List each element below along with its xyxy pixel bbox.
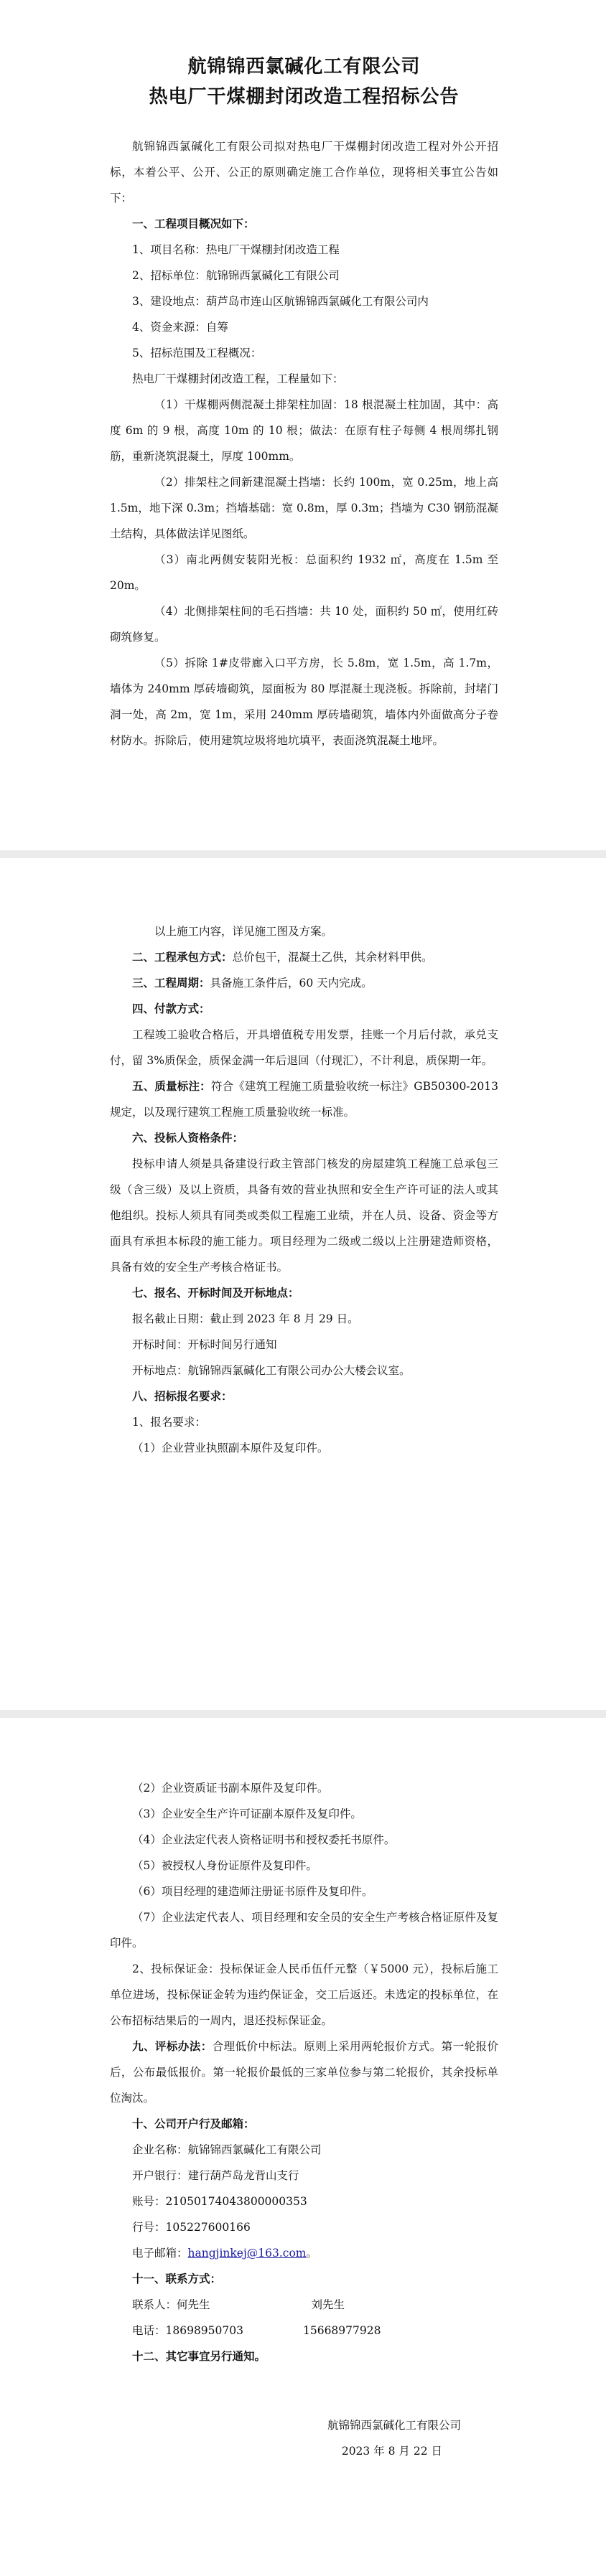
section-7-heading: 七、报名、开标时间及开标地点： bbox=[132, 1286, 299, 1299]
signature-date: 2023 年 8 月 22 日 bbox=[341, 2445, 442, 2458]
section-1-heading: 一、工程项目概况如下： bbox=[132, 217, 255, 230]
required-document: （3）企业安全生产许可证副本原件及复印件。 bbox=[132, 1808, 362, 1820]
project-item: 1、项目名称：热电厂干煤棚封闭改造工程 bbox=[132, 243, 340, 256]
bank-account: 账号：21050174043800000353 bbox=[132, 2195, 307, 2208]
section-2 bbox=[110, 944, 498, 970]
email-label: 电子邮箱： bbox=[132, 2247, 188, 2260]
contact-phone-a: 电话：18698950703 bbox=[132, 2324, 243, 2337]
section-6-text: 投标申请人须是具备建设行政主管部门核发的房屋建筑工程施工总承包三级（含三级）及以上资质，具备有效的营业执照和安全生产许可证的法人或其他组织。投标人须具有同类或类似工程施工业绩，并在人员、设备、资金等方面具有承担本标段的施工能力。项目经理为二级或二级以上注册建造师资格，具备有效的安全生产考核合格证书。 bbox=[110, 1157, 498, 1274]
section-6-heading: 六、投标人资格条件： bbox=[132, 1131, 244, 1144]
section-4-heading: 四、付款方式： bbox=[132, 1002, 210, 1015]
email-link[interactable]: hangjinkej@163.com bbox=[187, 2247, 307, 2260]
section-8-heading: 八、招标报名要求： bbox=[132, 1389, 233, 1403]
work-item: （2）排架柱之间新建混凝土挡墙：长约 100m，宽 0.25m，地上高 1.5m，地下深 0.3m；挡墙基础：宽 0.8m，厚 0.3m；挡墙为 C30 钢筋混凝土结构，具体做法详见图纸。 bbox=[110, 476, 498, 540]
document-title-project: 热电厂干煤棚封闭改造工程招标公告 bbox=[149, 86, 460, 108]
section-5 bbox=[110, 1073, 498, 1125]
project-item: 3、建设地点：葫芦岛市连山区航锦锦西氯碱化工有限公司内 bbox=[132, 295, 429, 308]
registration-requirements-title: 1、报名要求： bbox=[132, 1416, 206, 1429]
bank-name: 开户银行：建行葫芦岛龙背山支行 bbox=[132, 2169, 299, 2182]
document-page-2 bbox=[0, 858, 606, 1710]
required-document: （2）企业资质证书副本原件及复印件。 bbox=[132, 1782, 329, 1795]
required-document: （4）企业法定代表人资格证明书和授权委托书原件。 bbox=[132, 1833, 396, 1846]
section-9 bbox=[110, 2034, 498, 2111]
opening-time: 开标时间：开标时间另行通知 bbox=[132, 1338, 277, 1351]
project-item: 4、资金来源：自筹 bbox=[132, 321, 228, 334]
contact-phone-b: 15668977928 bbox=[302, 2324, 381, 2337]
work-item: （5）拆除 1#皮带廊入口平方房，长 5.8m，宽 1.5m，高 1.7m，墙体为 240mm 厚砖墙砌筑，屋面板为 80 厚混凝土现浇板。拆除前，封堵门洞一处，高 2m，宽 1m，采用 240mm 厚砖墙砌筑，墙体内外面做高分子卷材防水。拆除后，使用建筑垃圾将地坑填平，表面浇筑混凝土地坪。 bbox=[110, 657, 498, 747]
section-9-heading: 九、评标办法： bbox=[132, 2039, 213, 2053]
work-item: （4）北侧排架柱间的毛石挡墙：共 10 处，面积约 50 ㎡，使用红砖砌筑修复。 bbox=[110, 605, 498, 644]
contact-person-b: 刘先生 bbox=[311, 2298, 345, 2311]
scope-overview: 热电厂干煤棚封闭改造工程，工程量如下： bbox=[132, 372, 344, 385]
work-item: （3）南北两侧安装阳光板：总面积约 1932 ㎡，高度在 1.5m 至 20m。 bbox=[110, 553, 498, 592]
document-page-1 bbox=[0, 0, 606, 850]
section-4-text: 工程竣工验收合格后，开具增值税专用发票，挂账一个月后付款，承兑支付，留 3%质保金，质保金满一年后退回（付现汇），不计利息，质保期一年。 bbox=[110, 1028, 498, 1067]
section-11-heading: 十一、联系方式： bbox=[132, 2272, 222, 2285]
contact-person-a: 联系人：何先生 bbox=[132, 2298, 210, 2311]
section-9-text: 合理低价中标法。原则上采用两轮报价方式。第一轮报价后，公布最低报价。第一轮报价最低的三家单位参与第二轮报价，其余投标单位淘汰。 bbox=[110, 2040, 498, 2105]
email-line bbox=[110, 2240, 498, 2266]
section-12-heading: 十二、其它事宜另行通知。 bbox=[132, 2349, 266, 2363]
contact-persons bbox=[110, 2292, 498, 2318]
signature-company: 航锦锦西氯碱化工有限公司 bbox=[327, 2419, 461, 2432]
bid-deposit: 2、投标保证金：投标保证金人民币伍仟元整（￥5000 元），投标后施工单位进场，投标保证金转为违约保证金，交工后返还。未选定的投标单位，在公布招标结果后的一周内，退还投标保证金。 bbox=[110, 1962, 498, 2027]
required-document: （1）企业营业执照副本原件及复印件。 bbox=[132, 1442, 329, 1454]
section-3-heading: 三、工程周期： bbox=[132, 976, 210, 989]
section-2-heading: 二、工程承包方式： bbox=[132, 950, 233, 964]
intro-paragraph: 航锦锦西氯碱化工有限公司拟对热电厂干煤棚封闭改造工程对外公开招标，本着公平、公开、公正的原则确定施工合作单位，现将相关事宜公告如下： bbox=[110, 140, 498, 205]
opening-location: 开标地点：航锦锦西氯碱化工有限公司办公大楼会议室。 bbox=[132, 1364, 411, 1377]
required-document: （7）企业法定代表人、项目经理和安全员的安全生产考核合格证原件及复印件。 bbox=[110, 1911, 498, 1950]
document-page-3 bbox=[0, 1718, 606, 2576]
project-item: 2、招标单位：航锦锦西氯碱化工有限公司 bbox=[132, 269, 340, 282]
section-5-text: 符合《建筑工程施工质量验收统一标注》GB50300-2013 规定，以及现行建筑工程施工质量验收统一标准。 bbox=[110, 1080, 498, 1119]
project-item: 5、招标范围及工程概况： bbox=[132, 347, 262, 359]
bank-number: 行号：105227600166 bbox=[132, 2221, 251, 2234]
work-item: （1）干煤棚两侧混凝土排架柱加固：18 根混凝土柱加固，其中：高度 6m 的 9 根，高度 10m 的 10 根；做法：在原有柱子每侧 4 根周绑扎钢筋，重新浇筑混凝土，厚度 100mm。 bbox=[110, 398, 498, 463]
section-3-text: 具备施工条件后，60 天内完成。 bbox=[210, 977, 373, 989]
document-title-company: 航锦锦西氯碱化工有限公司 bbox=[187, 56, 421, 77]
contact-phones bbox=[110, 2318, 498, 2344]
registration-deadline: 报名截止日期：截止到 2023 年 8 月 29 日。 bbox=[132, 1312, 359, 1325]
required-document: （5）被授权人身份证原件及复印件。 bbox=[132, 1859, 317, 1872]
section-10-heading: 十、公司开户行及邮箱： bbox=[132, 2117, 255, 2130]
section-5-heading: 五、质量标注： bbox=[132, 1079, 211, 1093]
email-tail: 。 bbox=[306, 2247, 317, 2260]
section-2-text: 总价包干，混凝土乙供，其余材料甲供。 bbox=[232, 951, 433, 964]
scope-note: 以上施工内容，详见施工图及方案。 bbox=[154, 925, 333, 938]
required-document: （6）项目经理的建造师注册证书原件及复印件。 bbox=[132, 1885, 373, 1898]
section-3 bbox=[110, 970, 498, 996]
company-name: 企业名称：航锦锦西氯碱化工有限公司 bbox=[132, 2143, 322, 2156]
